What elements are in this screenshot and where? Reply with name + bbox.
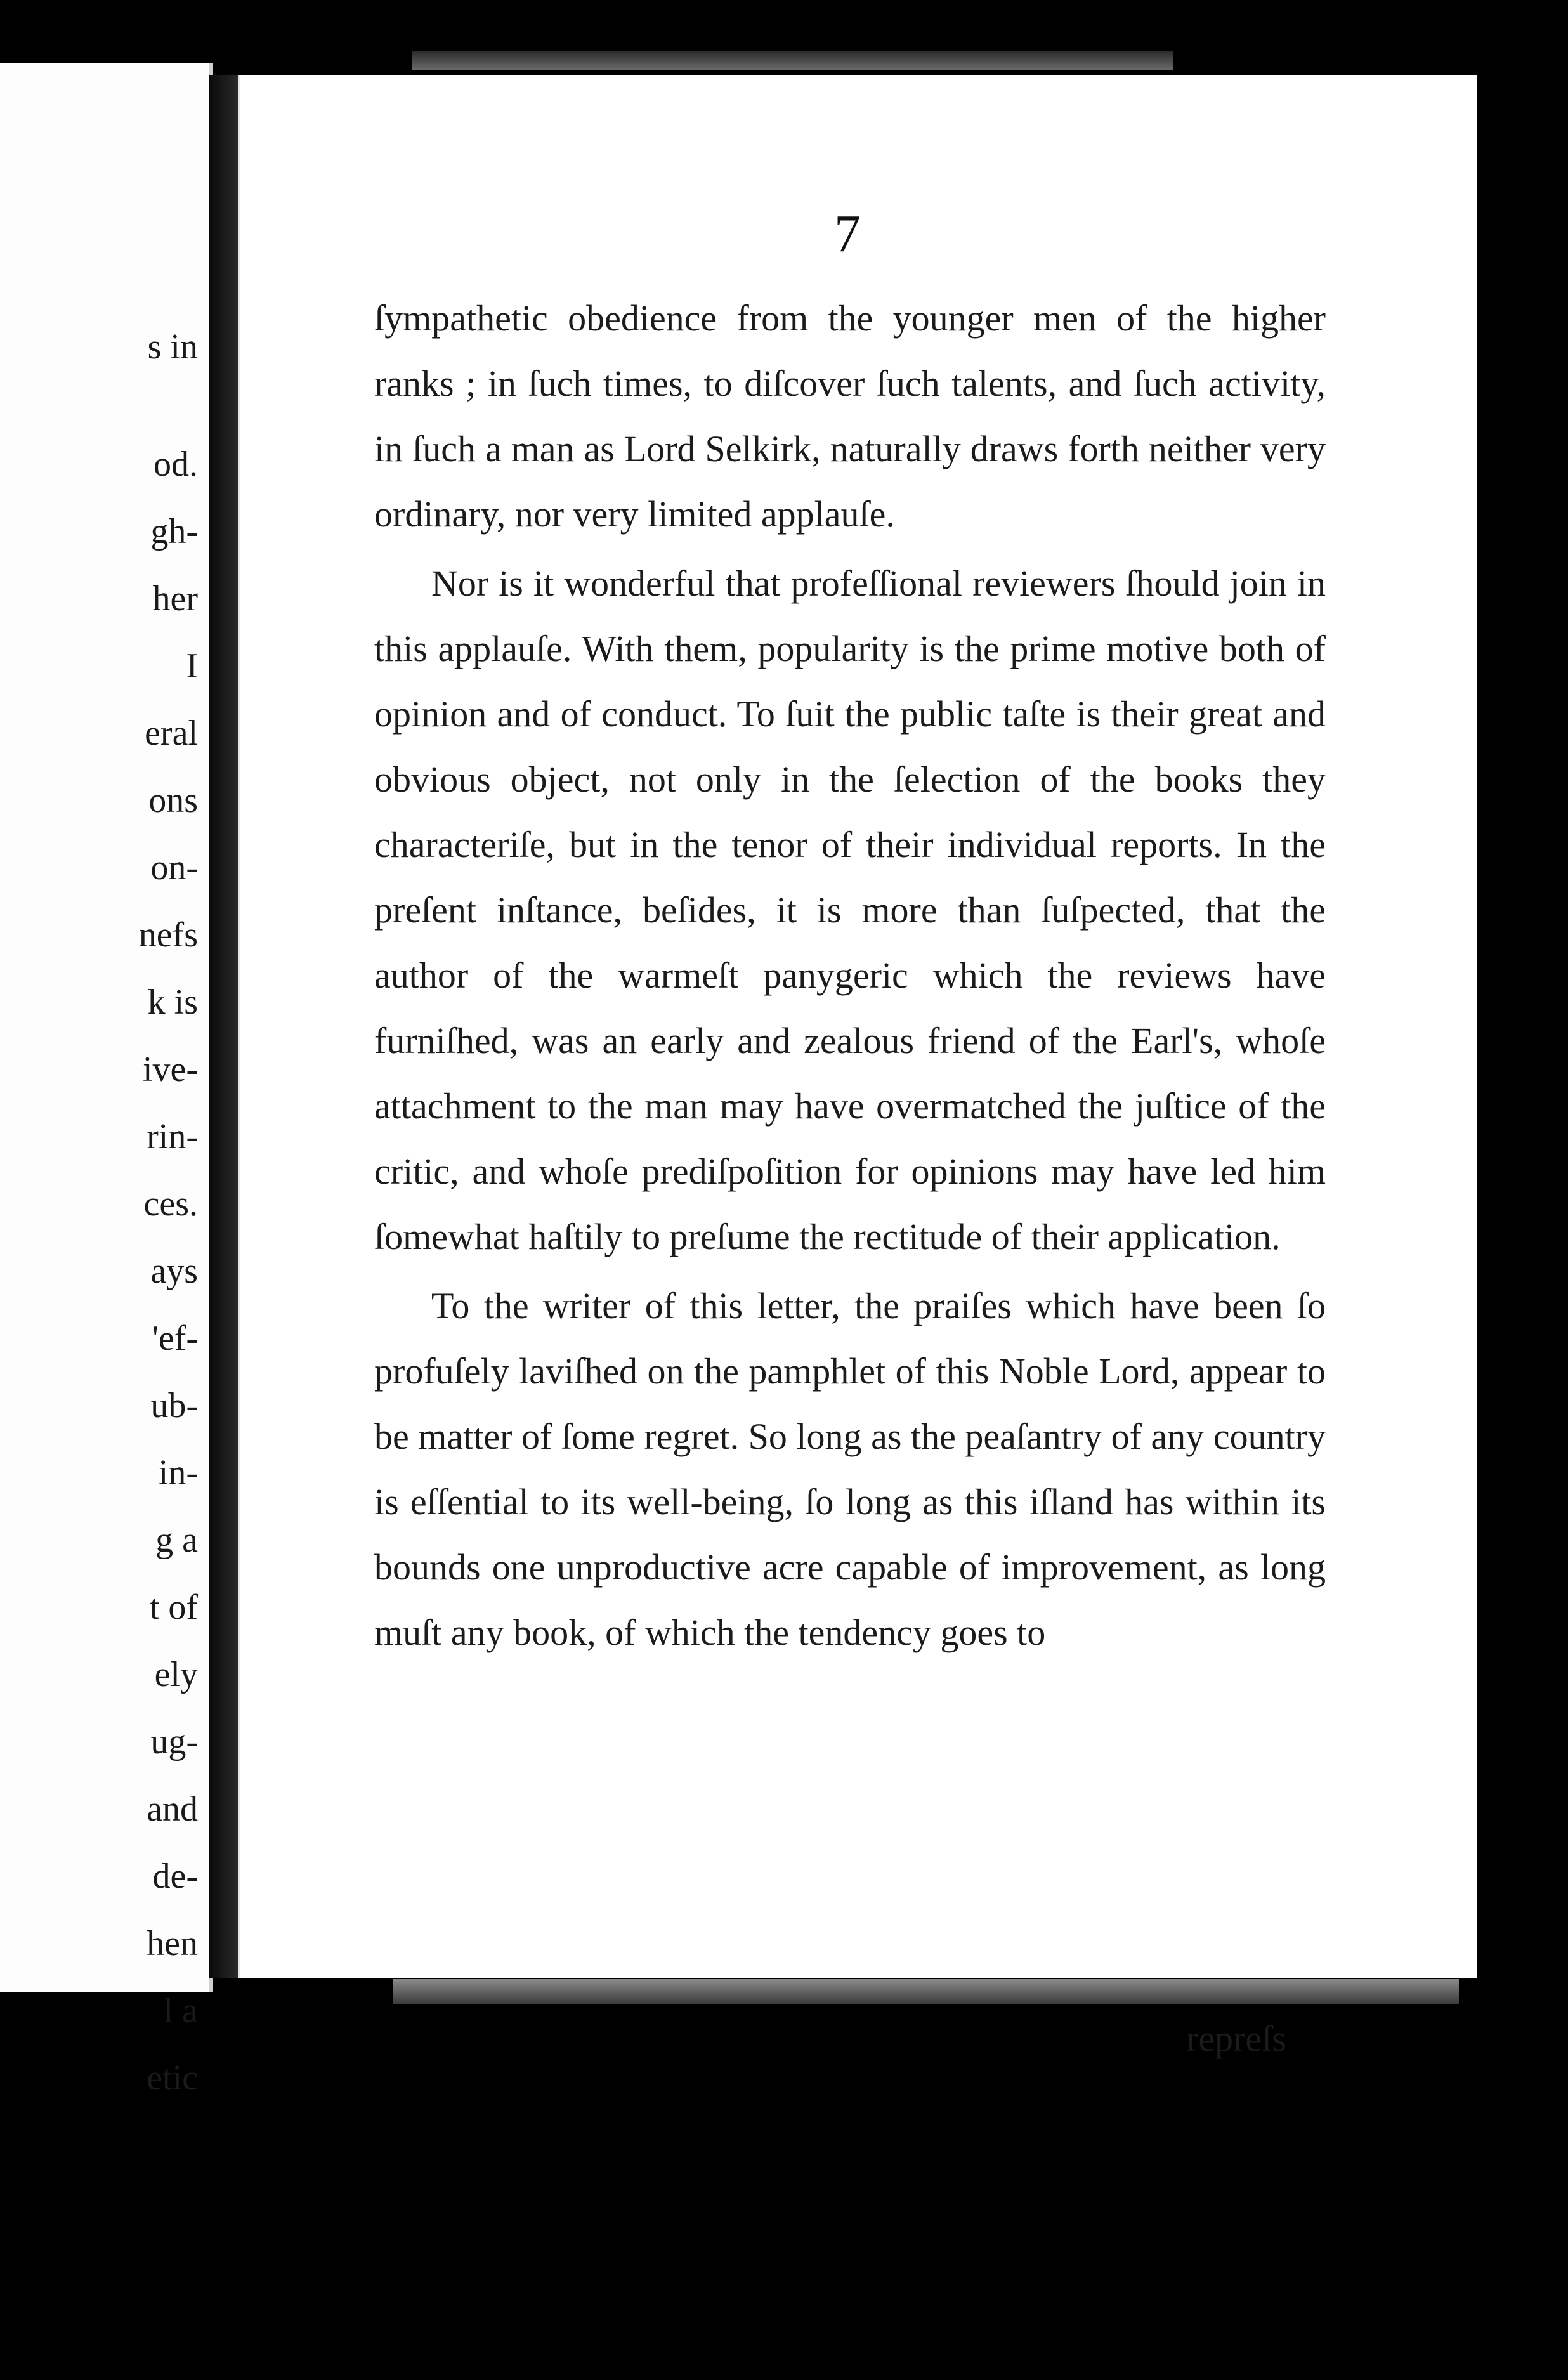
page-bottom-edge <box>393 1979 1459 2004</box>
left-page-fragment: 'ef- <box>152 1319 198 1358</box>
left-page-fragment: l a <box>163 1991 198 2030</box>
left-page-fragment: g a <box>155 1520 198 1560</box>
left-page-fragment: de- <box>152 1857 198 1896</box>
left-page-fragment: eral <box>145 714 198 753</box>
left-page-fragment: ces. <box>143 1184 198 1224</box>
page-number: 7 <box>834 204 861 263</box>
left-page-fragment: k is <box>147 983 198 1022</box>
page-body-text <box>374 285 1326 1669</box>
left-page <box>0 63 213 2098</box>
book-spine-gutter <box>209 75 238 1978</box>
paragraph: ſympathetic obedience from the younger men of the higher ranks ; in ſuch times, to diſcover ſuch talents, and ſuch activity, in ſuch a man as Lord Selkirk, naturally draws forth neither very ordinary, nor very limited applauſe. <box>374 298 1326 535</box>
left-page-fragment: ays <box>150 1252 198 1291</box>
page-top-edge <box>412 51 1173 70</box>
left-page-fragment: hen <box>147 1924 198 1963</box>
left-page-fragment: in- <box>158 1453 198 1493</box>
left-page-fragment: ely <box>154 1655 198 1694</box>
left-page-fragment: s in <box>147 327 198 367</box>
catchword: repreſs <box>1186 2018 1286 2059</box>
left-page-fragment: ub- <box>150 1386 198 1425</box>
left-page-fragment: and <box>147 1789 198 1829</box>
left-page-fragment: t of <box>149 1588 198 1627</box>
paragraph: To the writer of this letter, the praiſes which have been ſo profuſely laviſhed on the pamphlet of this Noble Lord, appear to be matter of ſome regret. So long as the peaſantry of any country is eſſential to its well-being, ſo long as this iſland has within its bounds one unproductive acre capable of improvement, as long muſt any book, of which the tendency goes to <box>374 1285 1326 1653</box>
left-page-fragment: I <box>186 646 198 686</box>
left-page-fragment: nefs <box>138 915 198 955</box>
left-page-fragment: ive- <box>142 1050 198 1089</box>
left-page-fragment: ons <box>148 781 198 820</box>
left-page-fragment: her <box>152 579 198 618</box>
left-page-fragment: gh- <box>150 512 198 551</box>
left-page-fragment: etic <box>147 2058 198 2098</box>
paragraph: Nor is it wonderful that profeſſional reviewers ſhould join in this applauſe. With them, popularity is the prime motive both of opinion and of conduct. To ſuit the public taſte is their great and obvious object, not only in the ſelection of the books they characteriſe, but in the tenor of their individual reports. In the preſent inſtance, beſides, it is more than ſuſpected, that the author of the warmeſt panygeric which the reviews have furniſhed, was an early and zealous friend of the Earl's, whoſe attachment to the man may have overmatched the juſtice of the critic, and whoſe prediſpoſition for opinions may have led him ſomewhat haſtily to preſume the rectitude of their application. <box>374 563 1326 1257</box>
left-page-fragment: rin- <box>147 1117 198 1156</box>
left-page-fragment: on- <box>150 848 198 887</box>
left-page-fragment: ug- <box>150 1722 198 1762</box>
left-page-fragment: od. <box>154 445 198 484</box>
